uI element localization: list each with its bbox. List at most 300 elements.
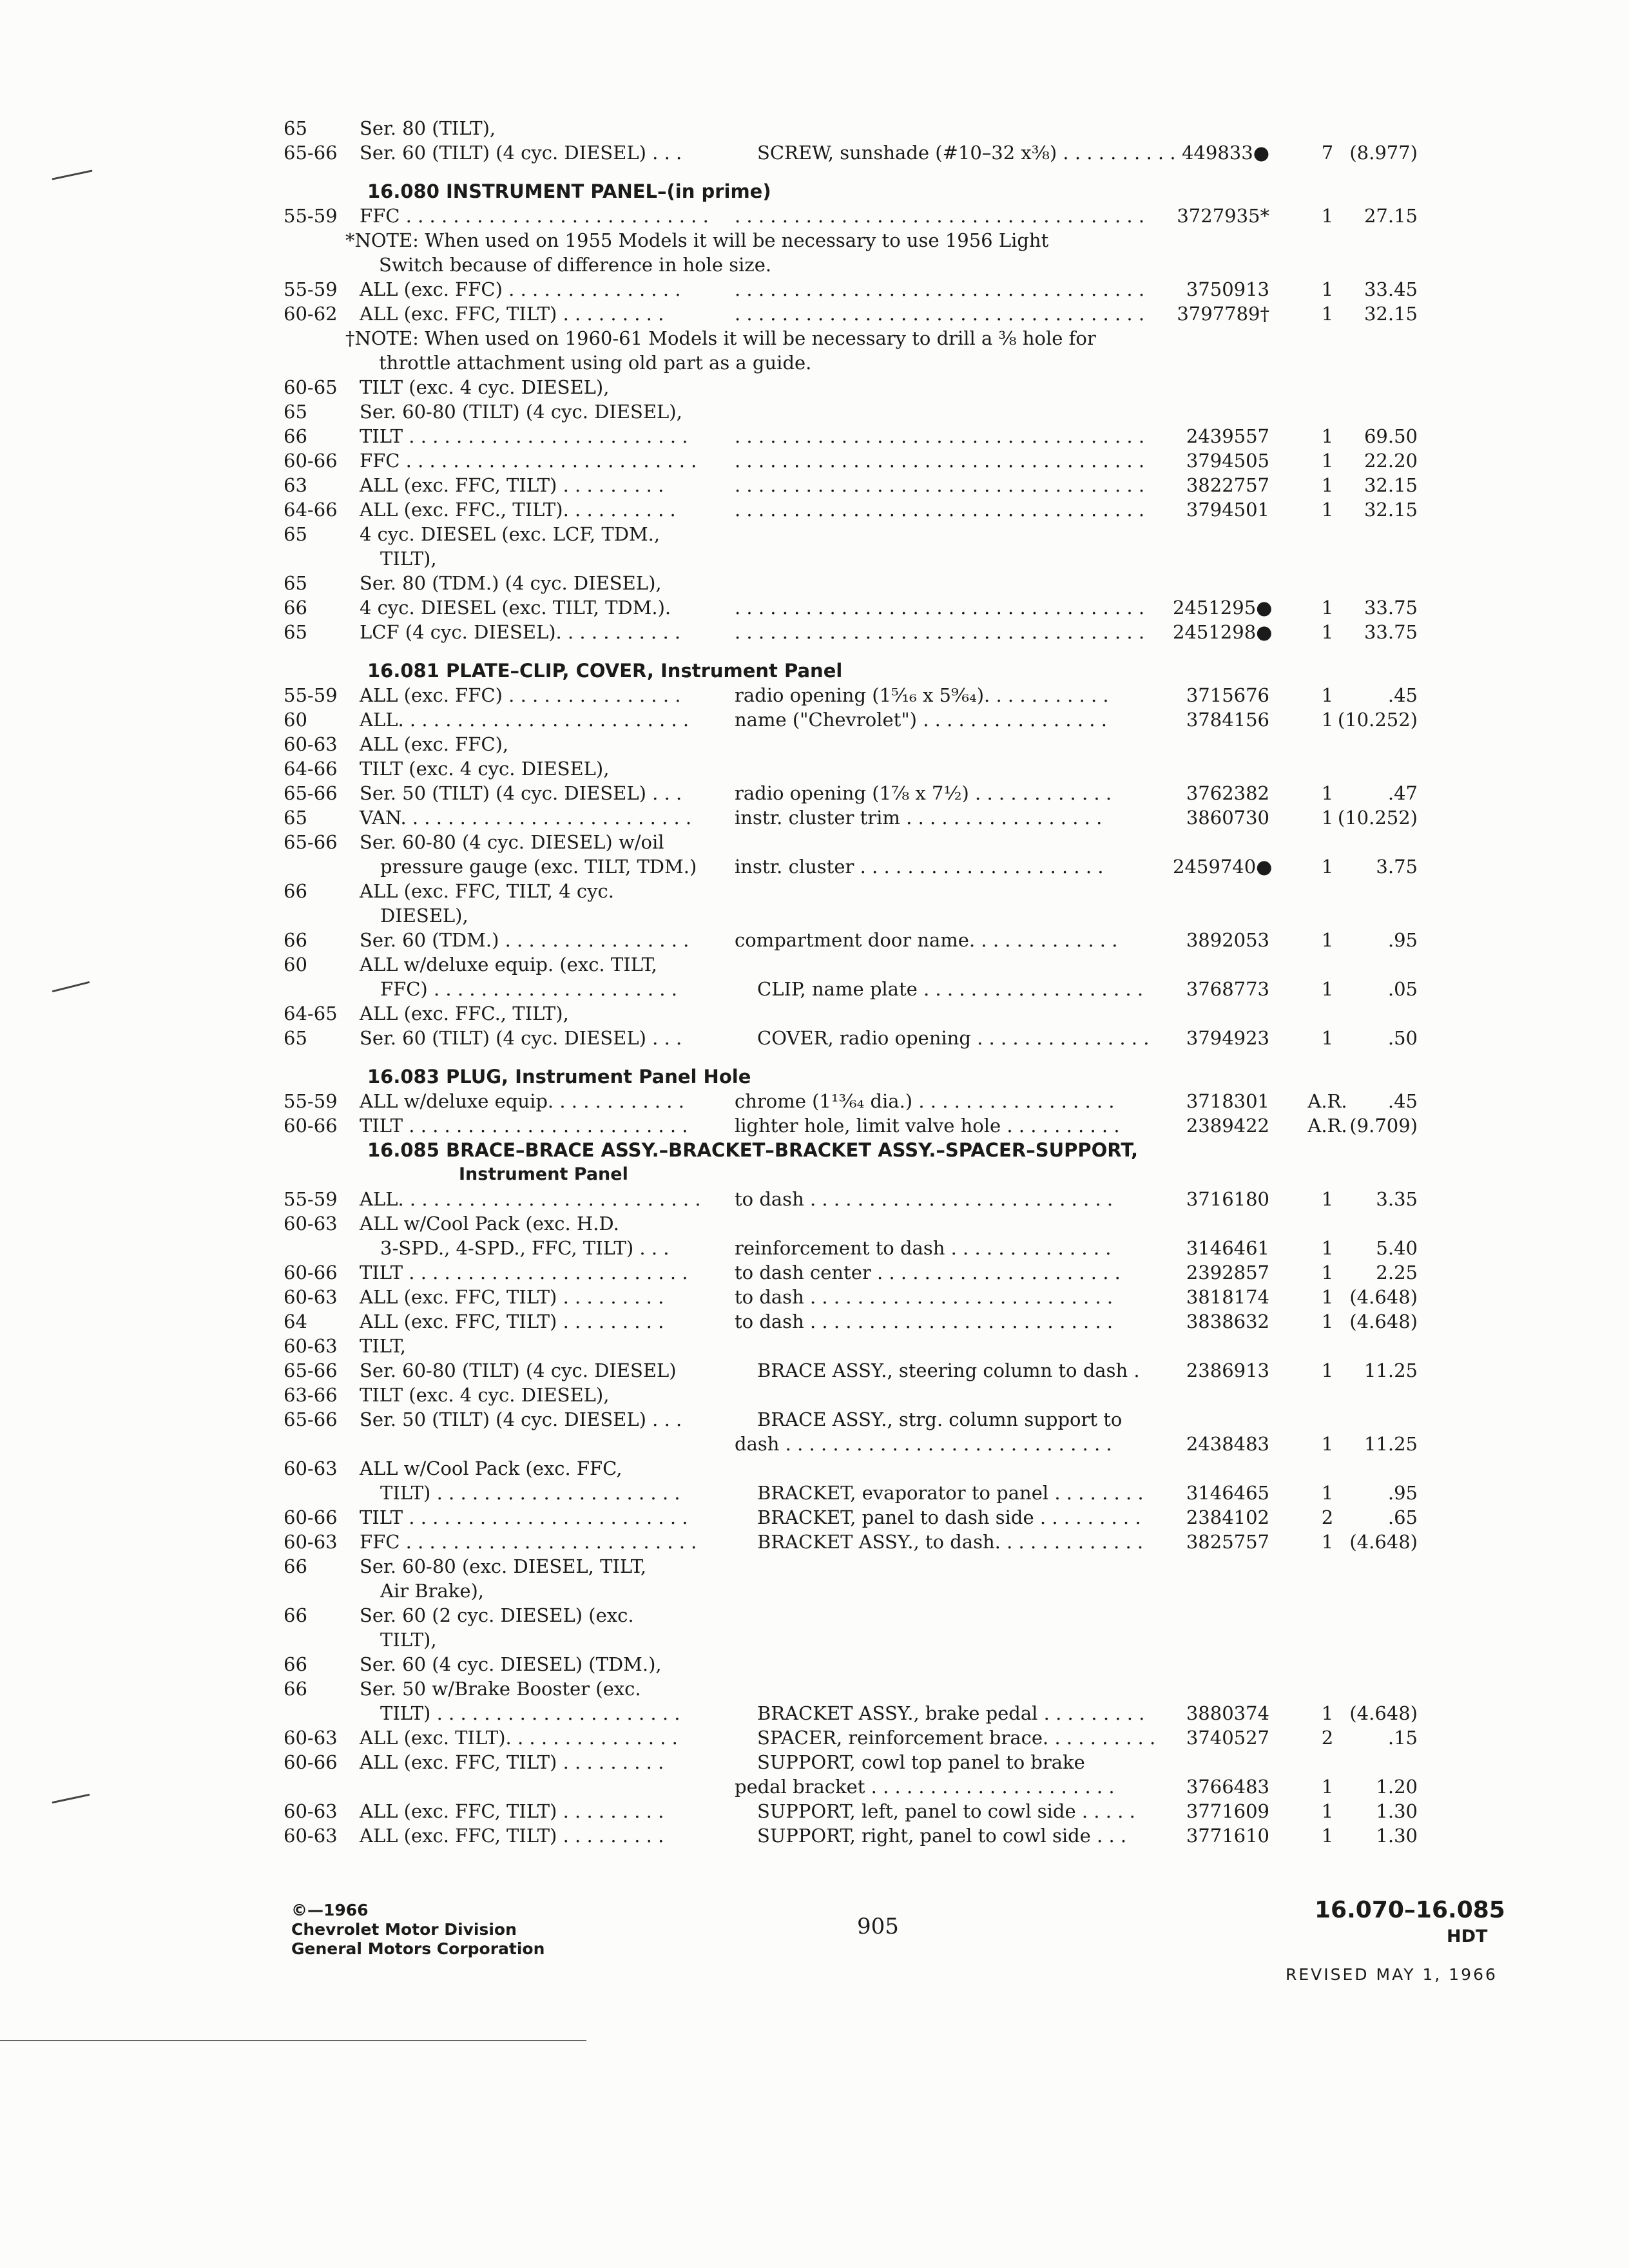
catalog-row [284, 952, 1431, 977]
model-application: ALL (exc. FFC), [360, 733, 509, 755]
part-description: . . . . . . . . . . . . . . . . . . . . . . . . . . . . . . . . . . . [735, 425, 1145, 447]
part-description: . . . . . . . . . . . . . . . . . . . . . . . . . . . . . . . . . . . [735, 205, 1145, 227]
model-application: Ser. 60-80 (exc. DIESEL, TILT, [360, 1555, 647, 1577]
catalog-row [284, 854, 1431, 879]
model-application: ALL. . . . . . . . . . . . . . . . . . . . . . . . . [360, 709, 689, 731]
catalog-row [284, 473, 1431, 497]
model-application: ALL (exc. TILT). . . . . . . . . . . . . . . [360, 1727, 678, 1749]
section-heading: 16.081 PLATE–CLIP, COVER, Instrument Panel [367, 660, 843, 682]
model-application: VAN. . . . . . . . . . . . . . . . . . . . . . . . . [360, 807, 692, 829]
section-subheading: Instrument Panel [459, 1164, 628, 1184]
price: (8.977) [1349, 142, 1418, 164]
part-number: 2459740● [1173, 856, 1273, 878]
catalog-row [284, 140, 1431, 165]
part-description: . . . . . . . . . . . . . . . . . . . . . . . . . . . . . . . . . . . [735, 499, 1145, 521]
part-name: BRACKET ASSY., to dash. . . . . . . . . . . . . [757, 1531, 1144, 1553]
year-range: 60-63 [284, 733, 338, 755]
part-name: SPACER, reinforcement brace. . . . . . . . . . [757, 1727, 1156, 1749]
part-description: chrome (1¹³⁄₆₄ dia.) . . . . . . . . . . . . . . . . . [735, 1090, 1115, 1112]
model-application: ALL (exc. FFC., TILT). . . . . . . . . . [360, 499, 676, 521]
catalog-row [284, 1652, 1431, 1677]
year-range: 66 [284, 597, 307, 619]
part-number: 2438483 [1186, 1433, 1269, 1455]
catalog-row [284, 399, 1431, 424]
catalog-row [284, 928, 1431, 952]
part-name: BRACKET ASSY., brake pedal . . . . . . . . . [757, 1702, 1145, 1724]
price: (4.648) [1349, 1286, 1418, 1308]
catalog-row [284, 1799, 1431, 1823]
price: 2.25 [1376, 1262, 1418, 1283]
year-range: 66 [284, 880, 307, 902]
part-description: compartment door name. . . . . . . . . . . . . [735, 929, 1118, 951]
price: 1.30 [1376, 1825, 1418, 1847]
section-heading-row [284, 179, 1431, 204]
model-application: Ser. 60 (TILT) (4 cyc. DIESEL) . . . [360, 142, 682, 164]
year-range: 60-66 [284, 1115, 338, 1137]
part-name: SUPPORT, cowl top panel to brake [757, 1751, 1085, 1773]
year-range: 55-59 [284, 1188, 338, 1210]
part-name: BRACKET, panel to dash side . . . . . . . . . [757, 1506, 1141, 1528]
catalog-row [284, 1628, 1431, 1652]
model-application: FFC . . . . . . . . . . . . . . . . . . . . . . . . . [360, 1531, 697, 1553]
part-description: to dash . . . . . . . . . . . . . . . . . . . . . . . . . . [735, 1188, 1113, 1210]
quantity: 1 [1321, 303, 1334, 325]
model-application-cont: TILT) . . . . . . . . . . . . . . . . . . . . . [380, 1482, 680, 1504]
part-number: 3766483 [1186, 1776, 1269, 1798]
quantity: 1 [1321, 1027, 1334, 1049]
quantity: 1 [1321, 205, 1334, 227]
model-application: ALL (exc. FFC) . . . . . . . . . . . . . . . [360, 684, 681, 706]
catalog-row [284, 620, 1431, 644]
year-range: 65 [284, 117, 307, 139]
model-application: ALL (exc. FFC, TILT) . . . . . . . . . [360, 1311, 664, 1332]
catalog-row [284, 1823, 1431, 1848]
catalog-row [284, 326, 1431, 351]
model-application: ALL (exc. FFC, TILT) . . . . . . . . . [360, 303, 664, 325]
part-number: 2451295● [1173, 597, 1273, 619]
catalog-row [284, 1089, 1431, 1113]
year-range: 55-59 [284, 684, 338, 706]
model-application: TILT (exc. 4 cyc. DIESEL), [360, 758, 610, 780]
catalog-row [284, 977, 1431, 1001]
part-number: 3768773 [1186, 978, 1269, 1000]
part-number: 3771609 [1186, 1800, 1269, 1822]
model-application: Ser. 60-80 (4 cyc. DIESEL) w/oil [360, 831, 664, 853]
part-name: SUPPORT, left, panel to cowl side . . . . . [757, 1800, 1135, 1822]
quantity: 1 [1321, 1286, 1334, 1308]
year-range: 64 [284, 1311, 307, 1332]
catalog-row [284, 595, 1431, 620]
section-range: 16.070–16.085 [1315, 1897, 1505, 1923]
part-number: 3794501 [1186, 499, 1269, 521]
year-range: 55-59 [284, 278, 338, 300]
year-range: 65 [284, 523, 307, 545]
model-application: ALL w/deluxe equip. (exc. TILT, [360, 954, 657, 975]
model-application: TILT (exc. 4 cyc. DIESEL), [360, 376, 610, 398]
price: 32.15 [1364, 474, 1418, 496]
model-application: LCF (4 cyc. DIESEL). . . . . . . . . . . [360, 621, 681, 643]
price: 3.75 [1376, 856, 1418, 878]
year-range: 64-66 [284, 758, 338, 780]
price: (4.648) [1349, 1311, 1418, 1332]
page-number: 905 [857, 1914, 899, 1939]
catalog-row [284, 228, 1431, 253]
model-application: Ser. 80 (TDM.) (4 cyc. DIESEL), [360, 572, 662, 594]
part-description: pedal bracket . . . . . . . . . . . . . . . . . . . . . [735, 1776, 1115, 1798]
year-range: 65-66 [284, 142, 338, 164]
part-name: SUPPORT, right, panel to cowl side . . . [757, 1825, 1127, 1847]
catalog-row [284, 375, 1431, 399]
year-range: 60-63 [284, 1825, 338, 1847]
year-range: 66 [284, 1678, 307, 1700]
part-number: 3750913 [1186, 278, 1269, 300]
catalog-row [284, 1505, 1431, 1530]
price: 3.35 [1376, 1188, 1418, 1210]
catalog-row [284, 546, 1431, 571]
quantity: 1 [1321, 450, 1334, 472]
price: 5.40 [1376, 1237, 1418, 1259]
quantity: 1 [1321, 499, 1334, 521]
quantity: 1 [1321, 807, 1334, 829]
catalog-row [284, 302, 1431, 326]
year-range: 63 [284, 474, 307, 496]
catalog-row [284, 253, 1431, 277]
quantity: 1 [1321, 425, 1334, 447]
part-number: 3825757 [1186, 1531, 1269, 1553]
year-range: 60 [284, 954, 307, 975]
model-application-cont: pressure gauge (exc. TILT, TDM.) [380, 856, 697, 878]
model-application: ALL (exc. FFC, TILT) . . . . . . . . . [360, 474, 664, 496]
part-number: 2384102 [1186, 1506, 1269, 1528]
price: .95 [1387, 1482, 1418, 1504]
price: 1.30 [1376, 1800, 1418, 1822]
model-application: TILT . . . . . . . . . . . . . . . . . . . . . . . . [360, 1115, 688, 1137]
quantity: 7 [1321, 142, 1334, 164]
part-description: . . . . . . . . . . . . . . . . . . . . . . . . . . . . . . . . . . . [735, 278, 1145, 300]
catalog-row [284, 1456, 1431, 1481]
part-description: . . . . . . . . . . . . . . . . . . . . . . . . . . . . . . . . . . . [735, 450, 1145, 472]
quantity: 2 [1321, 1727, 1334, 1749]
catalog-row [284, 1432, 1431, 1456]
model-application: ALL w/Cool Pack (exc. H.D. [360, 1213, 619, 1235]
catalog-note: *NOTE: When used on 1955 Models it will be necessary to use 1956 Light [345, 229, 1049, 251]
part-number: 2386913 [1186, 1360, 1269, 1381]
catalog-note-cont: throttle attachment using old part as a guide. [379, 352, 812, 374]
model-application: 4 cyc. DIESEL (exc. TILT, TDM.). [360, 597, 671, 619]
part-number: 2389422 [1186, 1115, 1269, 1137]
model-application: Ser. 60 (TDM.) . . . . . . . . . . . . . . . . [360, 929, 689, 951]
year-range: 60-63 [284, 1286, 338, 1308]
model-application: Ser. 60-80 (TILT) (4 cyc. DIESEL) [360, 1360, 677, 1381]
model-application-cont: Air Brake), [380, 1580, 485, 1602]
price: 32.15 [1364, 303, 1418, 325]
part-name: CLIP, name plate . . . . . . . . . . . . . . . . . . . [757, 978, 1144, 1000]
quantity: 1 [1321, 597, 1334, 619]
year-range: 64-65 [284, 1003, 338, 1024]
year-range: 60-63 [284, 1531, 338, 1553]
year-range: 60-63 [284, 1457, 338, 1479]
price: 22.20 [1364, 450, 1418, 472]
bottom-rule [0, 2040, 586, 2041]
model-application: TILT . . . . . . . . . . . . . . . . . . . . . . . . [360, 1262, 688, 1283]
quantity: 1 [1321, 1776, 1334, 1798]
model-application: ALL w/Cool Pack (exc. FFC, [360, 1457, 622, 1479]
price: (9.709) [1349, 1115, 1418, 1137]
model-application-cont: TILT), [380, 1629, 437, 1651]
revised-date: REVISED MAY 1, 1966 [1286, 1965, 1498, 1984]
section-heading-row [284, 658, 1431, 683]
catalog-row [284, 1677, 1431, 1701]
quantity: 1 [1321, 709, 1334, 731]
part-number: 3146461 [1186, 1237, 1269, 1259]
model-application: ALL (exc. FFC, TILT) . . . . . . . . . [360, 1825, 664, 1847]
quantity: 1 [1321, 1825, 1334, 1847]
price: .05 [1387, 978, 1418, 1000]
part-name: BRACE ASSY., steering column to dash . [757, 1360, 1140, 1381]
quantity: A.R. [1307, 1115, 1347, 1137]
year-range: 65-66 [284, 1408, 338, 1430]
model-application: TILT, [360, 1335, 406, 1357]
part-description: to dash . . . . . . . . . . . . . . . . . . . . . . . . . . [735, 1311, 1113, 1332]
part-number: 2439557 [1186, 425, 1269, 447]
model-application: TILT (exc. 4 cyc. DIESEL), [360, 1384, 610, 1406]
model-application-cont: TILT), [380, 548, 437, 570]
catalog-row [284, 1530, 1431, 1554]
quantity: 1 [1321, 621, 1334, 643]
catalog-row [284, 1162, 1431, 1187]
catalog-row [284, 204, 1431, 228]
punch-hole-mark [52, 1794, 90, 1803]
model-application: FFC . . . . . . . . . . . . . . . . . . . . . . . . . . [360, 205, 709, 227]
year-range: 55-59 [284, 1090, 338, 1112]
price: .65 [1387, 1506, 1418, 1528]
part-number: 3794923 [1186, 1027, 1269, 1049]
year-range: 60-63 [284, 1213, 338, 1235]
quantity: 1 [1321, 1188, 1334, 1210]
quantity: 1 [1321, 1482, 1334, 1504]
catalog-row [284, 1285, 1431, 1309]
model-application: Ser. 80 (TILT), [360, 117, 496, 139]
part-name: BRACKET, evaporator to panel . . . . . . . . [757, 1482, 1144, 1504]
price: (10.252) [1337, 807, 1418, 829]
part-number: 2451298● [1173, 621, 1273, 643]
year-range: 65 [284, 621, 307, 643]
model-application: Ser. 50 (TILT) (4 cyc. DIESEL) . . . [360, 1408, 682, 1430]
catalog-row [284, 1774, 1431, 1799]
price: 33.45 [1364, 278, 1418, 300]
catalog-row [284, 448, 1431, 473]
part-description: . . . . . . . . . . . . . . . . . . . . . . . . . . . . . . . . . . . [735, 474, 1145, 496]
year-range: 60-62 [284, 303, 338, 325]
price: 27.15 [1364, 205, 1418, 227]
model-application: ALL (exc. FFC, TILT) . . . . . . . . . [360, 1751, 664, 1773]
part-description: radio opening (1⅞ x 7½) . . . . . . . . . . . . [735, 782, 1112, 804]
model-application-cont: FFC) . . . . . . . . . . . . . . . . . . . . . [380, 978, 677, 1000]
quantity: 1 [1321, 782, 1334, 804]
price: .47 [1387, 782, 1418, 804]
year-range: 66 [284, 1555, 307, 1577]
model-application: ALL (exc. FFC, TILT) . . . . . . . . . [360, 1800, 664, 1822]
catalog-row [284, 1236, 1431, 1260]
year-range: 65-66 [284, 831, 338, 853]
catalog-row [284, 1113, 1431, 1138]
catalog-row [284, 1187, 1431, 1211]
part-number: 3771610 [1186, 1825, 1269, 1847]
catalog-row [284, 707, 1431, 732]
price: (4.648) [1349, 1531, 1418, 1553]
catalog-row [284, 1750, 1431, 1774]
model-application: Ser. 50 (TILT) (4 cyc. DIESEL) . . . [360, 782, 682, 804]
quantity: 1 [1321, 929, 1334, 951]
quantity: 1 [1321, 278, 1334, 300]
model-application: Ser. 60 (TILT) (4 cyc. DIESEL) . . . [360, 1027, 682, 1049]
quantity: 1 [1321, 1702, 1334, 1724]
part-number: 3818174 [1186, 1286, 1269, 1308]
part-number: 3838632 [1186, 1311, 1269, 1332]
year-range: 64-66 [284, 499, 338, 521]
catalog-row [284, 1481, 1431, 1505]
model-application: 4 cyc. DIESEL (exc. LCF, TDM., [360, 523, 660, 545]
section-heading-row [284, 1138, 1431, 1162]
catalog-row [284, 1001, 1431, 1026]
section-heading: 16.085 BRACE–BRACE ASSY.–BRACKET–BRACKET ASSY.–SPACER–SUPPORT, [367, 1139, 1138, 1161]
part-number: 3880374 [1186, 1702, 1269, 1724]
part-description: instr. cluster trim . . . . . . . . . . . . . . . . . [735, 807, 1103, 829]
catalog-row [284, 1026, 1431, 1050]
part-number: 3146465 [1186, 1482, 1269, 1504]
model-application: ALL (exc. FFC) . . . . . . . . . . . . . . . [360, 278, 681, 300]
catalog-row [284, 1334, 1431, 1358]
part-number: 3822757 [1186, 474, 1269, 496]
catalog-row [284, 116, 1431, 140]
model-application: ALL (exc. FFC, TILT, 4 cyc. [360, 880, 614, 902]
catalog-row [284, 522, 1431, 546]
catalog-row [284, 1383, 1431, 1407]
model-application-cont: DIESEL), [380, 905, 468, 927]
model-application-cont: 3-SPD., 4-SPD., FFC, TILT) . . . [380, 1237, 670, 1259]
part-number: 3727935* [1177, 205, 1269, 227]
year-range: 65 [284, 1027, 307, 1049]
part-description: name ("Chevrolet") . . . . . . . . . . . . . . . . [735, 709, 1107, 731]
year-range: 66 [284, 1653, 307, 1675]
part-description: instr. cluster . . . . . . . . . . . . . . . . . . . . . [735, 856, 1104, 878]
catalog-row [284, 497, 1431, 522]
price: .15 [1387, 1727, 1418, 1749]
price: .50 [1387, 1027, 1418, 1049]
part-description: . . . . . . . . . . . . . . . . . . . . . . . . . . . . . . . . . . . [735, 303, 1145, 325]
price: .45 [1387, 1090, 1418, 1112]
catalog-row [284, 879, 1431, 903]
year-range: 60-66 [284, 450, 338, 472]
catalog-row [284, 1725, 1431, 1750]
price: 33.75 [1364, 621, 1418, 643]
footer-copyright: ©—1966 [291, 1901, 369, 1919]
year-range: 60-63 [284, 1335, 338, 1357]
catalog-row [284, 1260, 1431, 1285]
catalog-note-cont: Switch because of difference in hole size. [379, 254, 772, 276]
catalog-row [284, 1211, 1431, 1236]
footer-division: Chevrolet Motor Division [291, 1920, 517, 1939]
year-range: 66 [284, 425, 307, 447]
catalog-row [284, 1554, 1431, 1579]
model-application-cont: TILT) . . . . . . . . . . . . . . . . . . . . . [380, 1702, 680, 1724]
quantity: 1 [1321, 856, 1334, 878]
quantity: 1 [1321, 684, 1334, 706]
price: 11.25 [1364, 1433, 1418, 1455]
price: 32.15 [1364, 499, 1418, 521]
quantity: 1 [1321, 474, 1334, 496]
catalog-row [284, 1407, 1431, 1432]
model-application: Ser. 60-80 (TILT) (4 cyc. DIESEL), [360, 401, 682, 423]
year-range: 65-66 [284, 782, 338, 804]
part-description: to dash center . . . . . . . . . . . . . . . . . . . . . [735, 1262, 1121, 1283]
catalog-row [284, 903, 1431, 928]
year-range: 60-65 [284, 376, 338, 398]
year-range: 55-59 [284, 205, 338, 227]
part-description: lighter hole, limit valve hole . . . . . . . . . . [735, 1115, 1120, 1137]
quantity: 1 [1321, 978, 1334, 1000]
part-number: 3794505 [1186, 450, 1269, 472]
catalog-row [284, 781, 1431, 805]
part-number: 3797789† [1177, 303, 1269, 325]
year-range: 66 [284, 1604, 307, 1626]
model-application: Ser. 60 (4 cyc. DIESEL) (TDM.), [360, 1653, 662, 1675]
year-range: 65 [284, 807, 307, 829]
model-application: TILT . . . . . . . . . . . . . . . . . . . . . . . . [360, 1506, 688, 1528]
catalog-row [284, 1309, 1431, 1334]
part-number: 3716180 [1186, 1188, 1269, 1210]
section-heading: 16.080 INSTRUMENT PANEL–(in prime) [367, 180, 771, 202]
year-range: 66 [284, 929, 307, 951]
year-range: 65 [284, 572, 307, 594]
part-number: 3784156 [1186, 709, 1269, 731]
model-application: ALL w/deluxe equip. . . . . . . . . . . . [360, 1090, 684, 1112]
footer-corporation: General Motors Corporation [291, 1939, 545, 1958]
catalog-row [284, 1603, 1431, 1628]
section-heading: 16.083 PLUG, Instrument Panel Hole [367, 1066, 751, 1088]
part-number: 3718301 [1186, 1090, 1269, 1112]
catalog-row [284, 277, 1431, 302]
quantity: 2 [1321, 1506, 1334, 1528]
model-application: TILT . . . . . . . . . . . . . . . . . . . . . . . . [360, 425, 688, 447]
quantity: 1 [1321, 1531, 1334, 1553]
section-heading-row [284, 1064, 1431, 1089]
part-number: 3740527 [1186, 1727, 1269, 1749]
part-number: 3892053 [1186, 929, 1269, 951]
part-description: reinforcement to dash . . . . . . . . . . . . . . [735, 1237, 1112, 1259]
part-number: 3860730 [1186, 807, 1269, 829]
part-description: . . . . . . . . . . . . . . . . . . . . . . . . . . . . . . . . . . . [735, 597, 1145, 619]
part-number: 449833● [1181, 142, 1269, 164]
catalog-row [284, 830, 1431, 854]
model-application: ALL. . . . . . . . . . . . . . . . . . . . . . . . . . [360, 1188, 701, 1210]
part-description: . . . . . . . . . . . . . . . . . . . . . . . . . . . . . . . . . . . [735, 621, 1145, 643]
part-number: 3715676 [1186, 684, 1269, 706]
year-range: 65-66 [284, 1360, 338, 1381]
price: 33.75 [1364, 597, 1418, 619]
year-range: 60-63 [284, 1727, 338, 1749]
part-name: COVER, radio opening . . . . . . . . . . . . . . . [757, 1027, 1150, 1049]
catalog-note: †NOTE: When used on 1960-61 Models it will be necessary to drill a ⅜ hole for [345, 327, 1096, 349]
model-application: Ser. 50 w/Brake Booster (exc. [360, 1678, 641, 1700]
quantity: 1 [1321, 1360, 1334, 1381]
part-number: 2392857 [1186, 1262, 1269, 1283]
part-name: BRACE ASSY., strg. column support to [757, 1408, 1123, 1430]
year-range: 63-66 [284, 1384, 338, 1406]
price: (4.648) [1349, 1702, 1418, 1724]
quantity: A.R. [1307, 1090, 1347, 1112]
catalog-row [284, 351, 1431, 375]
